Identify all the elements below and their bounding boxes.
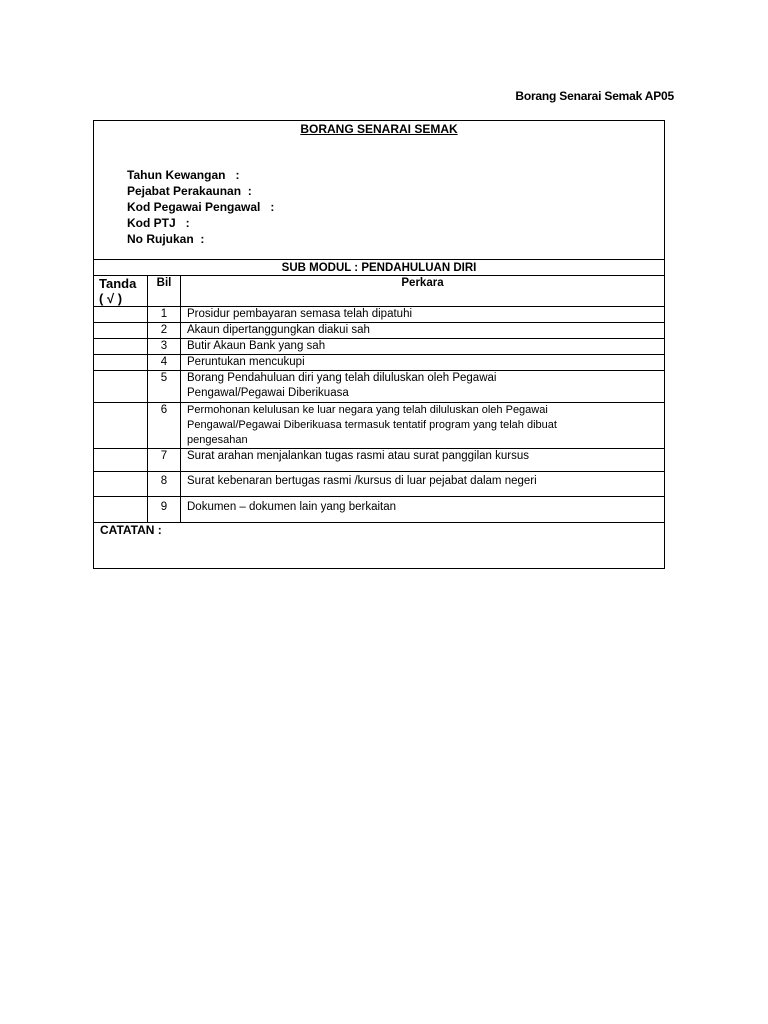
perkara-cell: Borang Pendahuluan diri yang telah diluluskan oleh Pegawai Pengawal/Pegawai Diberikuasa (181, 371, 665, 403)
table-row (94, 339, 665, 355)
column-header-perkara: Perkara (181, 276, 665, 307)
bil-cell: 8 (148, 472, 181, 497)
perkara-cell: Permohonan kelulusan ke luar negara yang telah diluluskan oleh Pegawai Pengawal/Pegawai Diberikuasa termasuk tentatif program yang telah dibuat pengesahan (181, 403, 665, 449)
table-header-row (94, 276, 665, 307)
checklist-form (93, 120, 665, 569)
tanda-checkbox-cell[interactable] (94, 307, 148, 323)
table-row (94, 307, 665, 323)
field-no-rujukan[interactable]: No Rujukan : (127, 232, 205, 246)
bil-cell: 5 (148, 371, 181, 403)
bil-cell: 7 (148, 449, 181, 472)
column-header-tanda (94, 276, 148, 307)
table-row (94, 449, 665, 472)
table-row (94, 497, 665, 523)
column-header-bil: Bil (148, 276, 181, 307)
tanda-checkbox-cell[interactable] (94, 403, 148, 449)
perkara-cell: Peruntukan mencukupi (181, 355, 665, 371)
table-row (94, 371, 665, 403)
tanda-checkbox-cell[interactable] (94, 497, 148, 523)
table-row (94, 472, 665, 497)
perkara-cell: Surat kebenaran bertugas rasmi /kursus di luar pejabat dalam negeri (181, 472, 665, 497)
bil-cell: 9 (148, 497, 181, 523)
tanda-checkbox-cell[interactable] (94, 355, 148, 371)
section-title: SUB MODUL : PENDAHULUAN DIRI (94, 259, 664, 276)
tanda-checkbox-cell[interactable] (94, 323, 148, 339)
tanda-label: Tanda (99, 276, 137, 291)
form-title: BORANG SENARAI SEMAK (300, 122, 458, 136)
table-row (94, 323, 665, 339)
bil-cell: 6 (148, 403, 181, 449)
perkara-cell: Prosidur pembayaran semasa telah dipatuhi (181, 307, 665, 323)
perkara-cell: Butir Akaun Bank yang sah (181, 339, 665, 355)
tanda-checkbox-cell[interactable] (94, 449, 148, 472)
table-row (94, 403, 665, 449)
tanda-checkbox-cell[interactable] (94, 371, 148, 403)
bil-cell: 4 (148, 355, 181, 371)
field-tahun-kewangan[interactable]: Tahun Kewangan : (127, 168, 240, 182)
field-pejabat-perakaunan[interactable]: Pejabat Perakaunan : (127, 184, 252, 198)
table-row (94, 355, 665, 371)
bil-cell: 2 (148, 323, 181, 339)
bil-cell: 3 (148, 339, 181, 355)
header-fields (127, 167, 274, 247)
catatan-label: CATATAN : (100, 523, 162, 537)
field-kod-ptj[interactable]: Kod PTJ : (127, 216, 190, 230)
field-kod-pegawai-pengawal[interactable]: Kod Pegawai Pengawal : (127, 200, 275, 214)
checklist-table (93, 275, 665, 523)
perkara-cell: Dokumen – dokumen lain yang berkaitan (181, 497, 665, 523)
document-code: Borang Senarai Semak AP05 (515, 89, 674, 103)
tanda-checkbox-cell[interactable] (94, 472, 148, 497)
perkara-cell: Surat arahan menjalankan tugas rasmi atau surat panggilan kursus (181, 449, 665, 472)
perkara-cell: Akaun dipertanggungkan diakui sah (181, 323, 665, 339)
bil-cell: 1 (148, 307, 181, 323)
tanda-checkmark-label: ( √ ) (99, 291, 123, 306)
tanda-checkbox-cell[interactable] (94, 339, 148, 355)
